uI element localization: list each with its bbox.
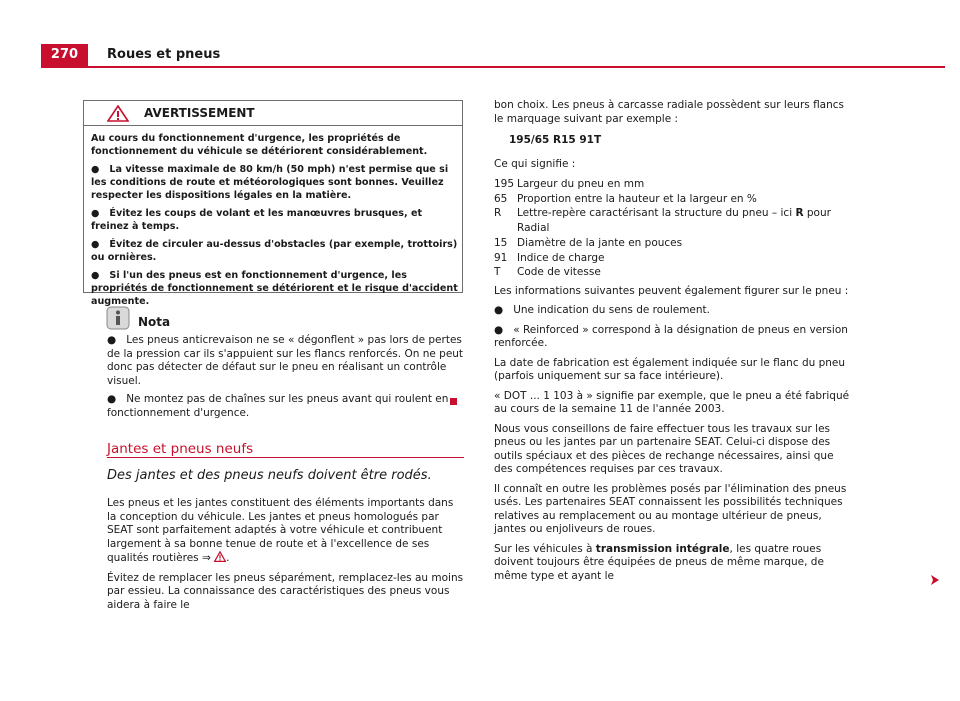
table-row: 65 Proportion entre la hauteur et la largeur en % [494, 192, 757, 205]
paragraph: Sur les véhicules à transmission intégrale, les quatre roues doivent toujours être équipées de pneus de même marque, de même type et ayant le [494, 542, 824, 582]
paragraph: Évitez de remplacer les pneus séparément, remplacez-les au moins par essieu. La connaissance des caractéristiques des pneus vous aidera à faire le [107, 571, 464, 611]
warning-header [84, 101, 462, 126]
tire-code: 195/65 R15 91T [509, 134, 602, 146]
bullet-icon: ● [494, 304, 504, 317]
section-subtitle: Des jantes et des pneus neufs doivent être rodés. [107, 468, 432, 483]
warning-intro: Au cours du fonctionnement d'urgence, les propriétés de fonctionnement du véhicule se détériorent considérablement. [91, 133, 428, 157]
note-body [107, 334, 464, 425]
warning-box [83, 100, 463, 307]
bullet-icon: ● [107, 334, 117, 346]
warning-item: ● Si l'un des pneus est en fonctionnement d'urgence, les propriétés de fonctionnement se détériorent et le risque d'accident augmente. [91, 270, 458, 307]
end-square-icon [450, 398, 457, 405]
bullet-icon: ● [107, 393, 117, 405]
warning-title: AVERTISSEMENT [144, 106, 255, 120]
note-title: Nota [138, 315, 171, 329]
paragraph: Ce qui signifie : [494, 157, 576, 170]
bullet-icon: ● [91, 239, 100, 250]
bullet-icon: ● [91, 270, 100, 281]
running-header: Roues et pneus [107, 47, 221, 62]
arrow-right-icon[interactable] [930, 574, 940, 586]
paragraph: « DOT ... 1 103 à » signifie par exemple, que le pneu a été fabriqué au cours de la semaine 11 de l'année 2003. [494, 389, 850, 416]
note-item: ● Ne montez pas de chaînes sur les pneus avant qui roulent en fonctionnement d'urgence. [107, 393, 449, 419]
table-row: 15 Diamètre de la jante en pouces [494, 236, 683, 249]
table-row: 91 Indice de charge [494, 251, 605, 264]
note-item: ● Les pneus anticrevaison ne se « dégonflent » pas lors de pertes de la pression car ils s'appuient sur les flancs renforcés. On ne peut donc pas détecter de défaut sur le pneu en réalisant un contrôle visuel. [107, 334, 464, 387]
paragraph: Les pneus et les jantes constituent des éléments importants dans la conception du véhicule. Les jantes et pneus homologués par SEAT sont parfaitement adaptés à votre véhicule et contribuent largement à sa bonne tenue de route et à l'excellence de ses qualités routières ⇒ . [107, 497, 454, 564]
info-icon [106, 306, 130, 330]
left-column-body [107, 497, 464, 618]
section-title: Jantes et pneus neufs [107, 441, 254, 457]
bullet-icon: ● [494, 323, 504, 336]
list-item: ● Une indication du sens de roulement. [494, 304, 710, 317]
list-item: ● « Reinforced » correspond à la désignation de pneus en version renforcée. [494, 323, 848, 350]
warning-triangle-icon[interactable] [214, 551, 226, 562]
paragraph: La date de fabrication est également indiquée sur le flanc du pneu (parfois uniquement sur sa face intérieure). [494, 356, 846, 383]
warning-triangle-icon [107, 105, 129, 122]
warning-item: ● Évitez de circuler au-dessus d'obstacles (par exemple, trottoirs) ou ornières. [91, 239, 458, 263]
warning-body [91, 132, 459, 313]
bullet-icon: ● [91, 164, 100, 175]
right-column-body [494, 99, 850, 589]
table-row: R Lettre-repère caractérisant la structure du pneu – ici R pour Radial [494, 207, 831, 235]
tire-code-table [494, 177, 850, 280]
section-rule [107, 457, 464, 458]
header-rule [41, 66, 945, 68]
warning-item: ● La vitesse maximale de 80 km/h (50 mph) n'est permise que si les conditions de route et météorologiques sont bonnes. Veuillez respecter les dispositions légales en la matière. [91, 164, 449, 201]
paragraph: Nous vous conseillons de faire effectuer tous les travaux sur les pneus ou les jantes par un partenaire SEAT. Celui-ci dispose des outils spéciaux et des pièces de rechange nécessaires, ainsi que des compétences requises par ces travaux. [494, 422, 834, 476]
table-row: T Code de vitesse [494, 266, 601, 279]
paragraph: bon choix. Les pneus à carcasse radiale possèdent sur leurs flancs le marquage suivant par exemple : [494, 99, 845, 125]
paragraph: Il connaît en outre les problèmes posés par l'élimination des pneus usés. Les partenaires SEAT connaissent les possibilités techniques relatives au remplacement ou au montage ultérieur de pneus, jantes ou enjoliveurs de roues. [494, 482, 847, 536]
bullet-icon: ● [91, 208, 100, 219]
warning-item: ● Évitez les coups de volant et les manœuvres brusques, et freinez à temps. [91, 208, 423, 232]
table-row: 195 Largeur du pneu en mm [494, 178, 645, 190]
paragraph: Les informations suivantes peuvent également figurer sur le pneu : [494, 284, 849, 297]
page-number: 270 [41, 44, 88, 66]
